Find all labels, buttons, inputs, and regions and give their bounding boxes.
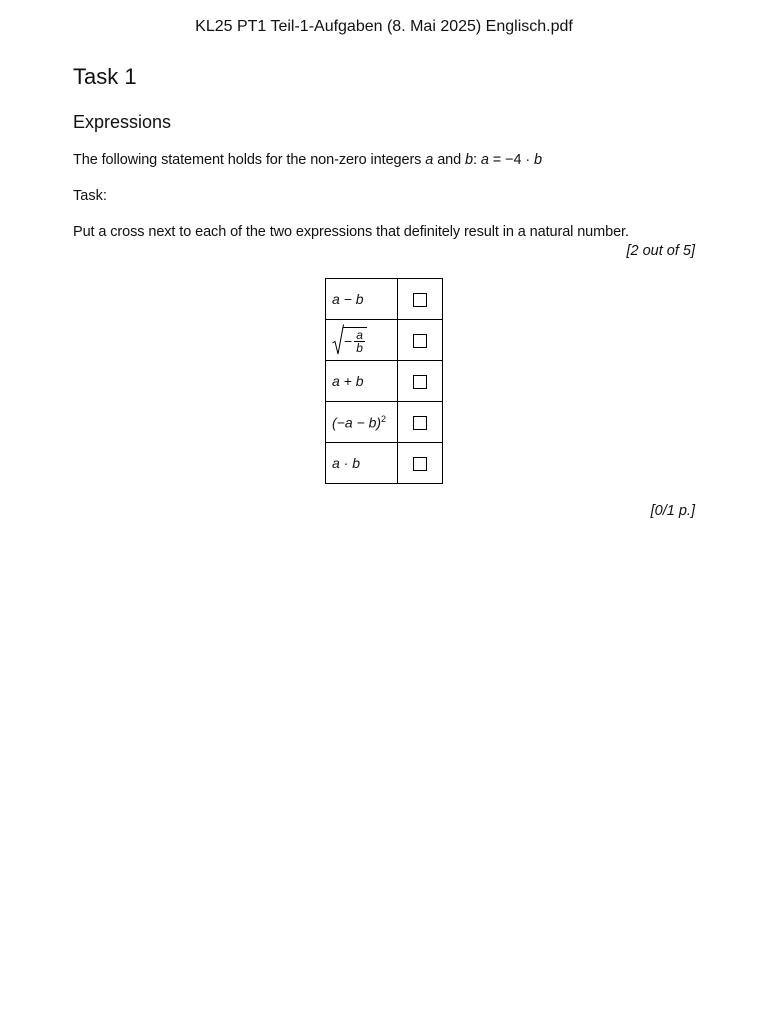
expression-cell (326, 320, 398, 361)
variable-b: b (465, 152, 473, 168)
expression-cell (326, 443, 398, 484)
option-1-checkbox[interactable] (413, 293, 427, 307)
answer-quota: [2 out of 5] (626, 243, 695, 259)
fraction-denominator: b (356, 340, 363, 355)
task-label: Task: (73, 188, 107, 204)
option-row-3 (326, 361, 443, 402)
statement-colon: : (473, 152, 477, 168)
option-2-checkbox[interactable] (413, 334, 427, 348)
option-row-4 (326, 402, 443, 443)
expression-cell (326, 279, 398, 320)
checkbox-cell (398, 279, 443, 320)
option-row-1 (326, 279, 443, 320)
expression-a-plus-b: a + b (332, 373, 364, 389)
option-3-checkbox[interactable] (413, 375, 427, 389)
expression-squared-base: (−a − b) (332, 414, 382, 431)
file-title: KL25 PT1 Teil-1-Aufgaben (8. Mai 2025) Englisch.pdf (195, 18, 573, 35)
score: [0/1 p.] (650, 503, 695, 519)
expression-cell (326, 361, 398, 402)
expression-sqrt-fraction (332, 324, 367, 356)
equation-mid: = −4 · (492, 152, 531, 168)
fraction-numerator: a (356, 327, 363, 342)
equation-rhs: b (534, 152, 542, 168)
checkbox-cell (398, 361, 443, 402)
expression-a-times-b: a · b (332, 455, 361, 471)
instruction-text: Put a cross next to each of the two expressions that definitely result in a natural number. (73, 224, 629, 240)
section-title: Expressions (73, 112, 172, 132)
radicand (343, 327, 367, 354)
statement-prefix: The following statement holds for the non-zero integers (73, 152, 422, 168)
checkbox-cell (398, 320, 443, 361)
checkbox-cell (398, 402, 443, 443)
fraction (354, 329, 365, 354)
statement (73, 151, 542, 169)
expression-exponent: 2 (381, 413, 387, 424)
variable-a: a (425, 152, 434, 168)
option-5-checkbox[interactable] (413, 457, 427, 471)
minus-sign: − (344, 333, 353, 349)
statement-and: and (437, 152, 462, 168)
options-table (325, 278, 443, 484)
expression-a-minus-b: a − b (332, 291, 364, 307)
option-row-5 (326, 443, 443, 484)
option-row-2 (326, 320, 443, 361)
task-title: Task 1 (73, 64, 137, 89)
equation-lhs: a (480, 152, 489, 168)
option-4-checkbox[interactable] (413, 416, 427, 430)
checkbox-cell (398, 443, 443, 484)
expression-cell (326, 402, 398, 443)
